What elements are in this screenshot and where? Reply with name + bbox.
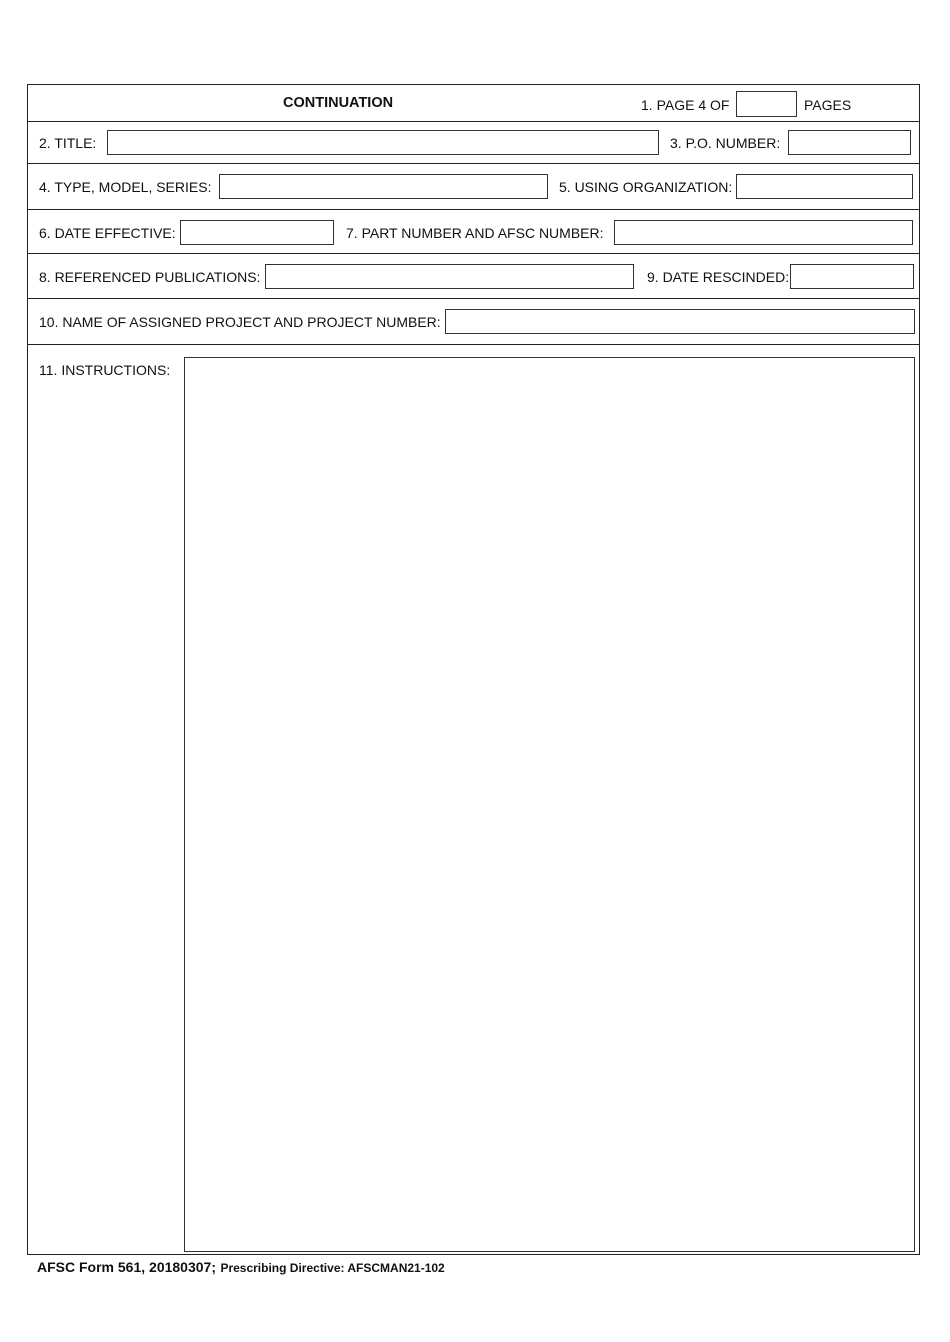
project-label: 10. NAME OF ASSIGNED PROJECT AND PROJECT NUMBER: <box>39 314 441 330</box>
using-organization-field[interactable] <box>736 174 913 199</box>
referenced-publications-field[interactable] <box>265 264 634 289</box>
form-footer <box>37 1259 445 1277</box>
part-number-label: 7. PART NUMBER AND AFSC NUMBER: <box>346 225 604 241</box>
divider <box>28 298 919 299</box>
pages-label: PAGES <box>804 97 852 113</box>
divider <box>28 163 919 164</box>
divider <box>28 209 919 210</box>
total-pages-field[interactable] <box>736 91 797 117</box>
po-number-label: 3. P.O. NUMBER: <box>670 135 781 151</box>
date-effective-field[interactable] <box>180 220 334 245</box>
referenced-publications-label: 8. REFERENCED PUBLICATIONS: <box>39 269 261 285</box>
continuation-form <box>27 84 920 1255</box>
using-organization-label: 5. USING ORGANIZATION: <box>559 179 733 195</box>
instructions-label: 11. INSTRUCTIONS: <box>39 362 171 378</box>
title-label: 2. TITLE: <box>39 135 97 151</box>
type-model-series-label: 4. TYPE, MODEL, SERIES: <box>39 179 212 195</box>
date-rescinded-label: 9. DATE RESCINDED: <box>647 269 790 285</box>
divider <box>28 121 919 122</box>
divider <box>28 253 919 254</box>
page-number-label: 1. PAGE 4 OF <box>641 97 730 113</box>
part-number-field[interactable] <box>614 220 913 245</box>
divider <box>28 344 919 345</box>
prescribing-directive: Prescribing Directive: AFSCMAN21-102 <box>220 1261 445 1275</box>
form-heading: CONTINUATION <box>283 95 394 111</box>
po-number-field[interactable] <box>788 130 911 155</box>
date-rescinded-field[interactable] <box>790 264 914 289</box>
date-effective-label: 6. DATE EFFECTIVE: <box>39 225 176 241</box>
title-field[interactable] <box>107 130 659 155</box>
type-model-series-field[interactable] <box>219 174 548 199</box>
form-id: AFSC Form 561, 20180307; <box>37 1259 216 1275</box>
instructions-field[interactable] <box>184 357 915 1252</box>
project-field[interactable] <box>445 309 915 334</box>
